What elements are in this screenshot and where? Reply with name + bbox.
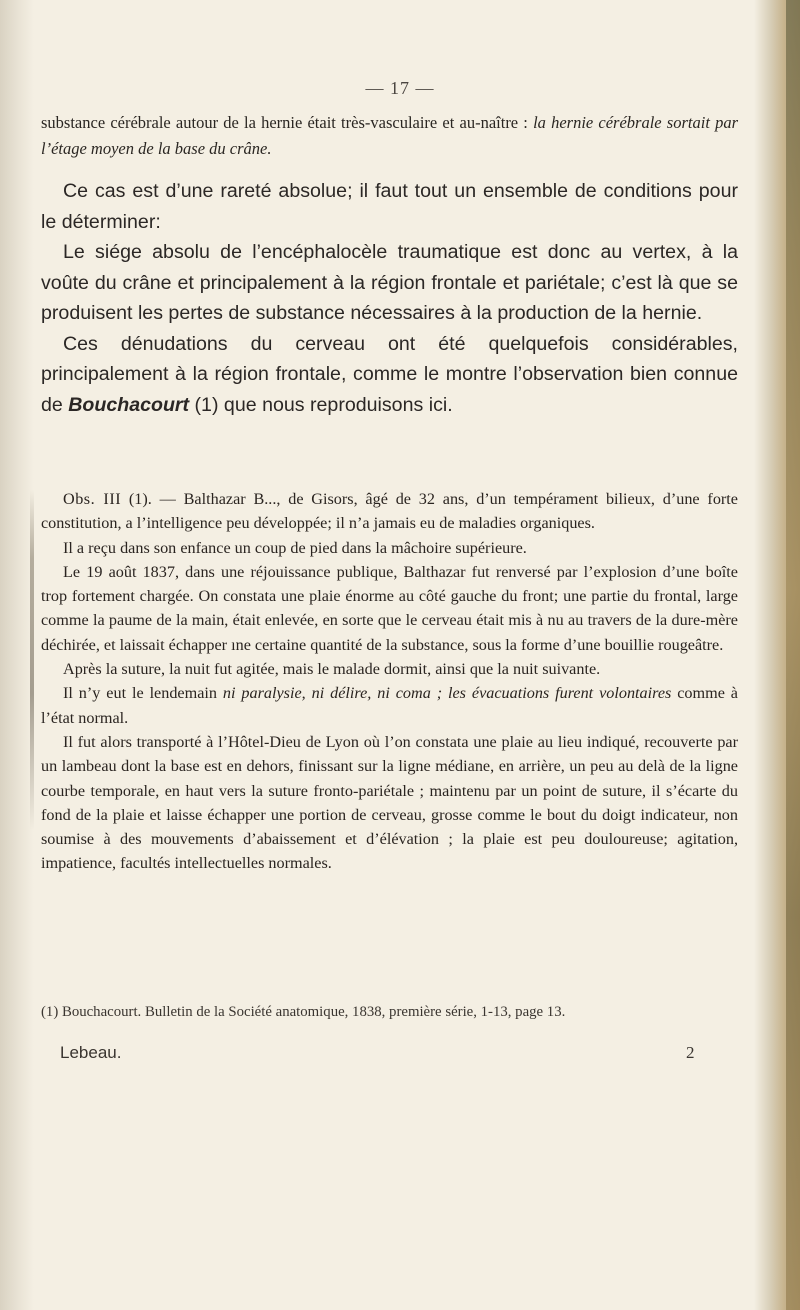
observation-p6: Il fut alors transporté à l’Hôtel-Dieu de Lyon où l’on constata une plaie au lieu indiqué, recouverte par un lambeau dont la base est en dehors, finissant sur la ligne médiane, en arrière, un peu au delà de la ligne courbe temporale, en haut vers la suture fronto-pariétale ; maintenu par un point de suture, il s’écarte du fond de la plaie et laisse échapper une portion de cerveau, grosse comme le bout du doigt indicateur, non soumise à des mouvements d’abaissement et d’élévation ; la plaie est peu douloureuse; agitation, impatience, facultés intellectuelles normales. <box>41 732 738 873</box>
observation-p5 <box>41 681 738 730</box>
top-paragraph <box>41 110 738 162</box>
page-left-edge <box>0 0 34 1310</box>
paragraph-siege: Le siége absolu de l’encéphalocèle traumatique est donc au vertex, à la voûte du crâne et principalement à la région frontale et pariétale; c’est là que se produisent les pertes de substance nécessaires à la production de la hernie. <box>41 241 738 324</box>
observation-p4: Après la suture, la nuit fut agitée, mais le malade dormit, ainsi que la nuit suivante. <box>63 660 601 679</box>
page-right-border <box>786 0 800 1310</box>
observation-intro <box>41 487 738 536</box>
paragraph-rarete: Ce cas est d’une rareté absolue; il faut tout un ensemble de conditions pour le déterminer: <box>41 180 738 233</box>
paragraph-denudations-end: (1) que nous reproduisons ici. <box>189 393 453 416</box>
binding-shadow <box>30 490 34 830</box>
observation-p5-italic: ni paralysie, ni délire, ni coma ; les évacuations furent volontaires <box>222 684 672 703</box>
observation-p5-end: comme à l’état normal. <box>41 684 738 727</box>
paragraph-denudations <box>41 329 738 421</box>
page-number: — 17 — <box>365 78 435 98</box>
footnote: (1) Bouchacourt. Bulletin de la Société anatomique, 1838, première série, 1-13, page 13. <box>41 1004 566 1020</box>
observation-label: Obs. III <box>63 490 122 508</box>
top-paragraph-text: substance cérébrale autour de la hernie était très-vasculaire et au-naître : <box>41 113 534 132</box>
author-bouchacourt: Bouchacourt <box>68 393 190 416</box>
observation-block <box>41 487 738 876</box>
observation-p3: Le 19 août 1837, dans une réjouissance publique, Balthazar fut renversé par l’explosion d’une boîte trop fortement chargée. On constata une plaie énorme au côté gauche du front; une partie du frontal, large comme la paume de la main, était enlevée, en sorte que le cerveau était mis à nu au travers de la dure-mère déchirée, et laissait échapper ıne certaine quantité de la substance, sous la forme d’une bouillie rougeâtre. <box>41 562 738 654</box>
observation-p2: Il a reçu dans son enfance un coup de pied dans la mâchoire supérieure. <box>63 538 527 557</box>
observation-p5-start: Il n’y eut le lendemain <box>63 684 223 703</box>
main-text <box>41 176 738 420</box>
printer-signature-number: 2 <box>686 1043 695 1062</box>
top-paragraph-italic: la hernie cérébrale sortait par l’étage moyen de la base du crâne. <box>41 113 738 158</box>
printer-signature-author: Lebeau. <box>60 1043 122 1062</box>
paragraph-denudations-start: Ces dénudations du cerveau ont été quelquefois considérables, principalement à la région frontale, comme le montre l’observation bien connue de <box>41 332 738 416</box>
observation-intro-text: (1). — Balthazar B..., de Gisors, âgé de 32 ans, d’un tempérament bilieux, d’une forte constitution, a l’intelligence peu développée; il n’a jamais eu de maladies organiques. <box>41 490 738 533</box>
